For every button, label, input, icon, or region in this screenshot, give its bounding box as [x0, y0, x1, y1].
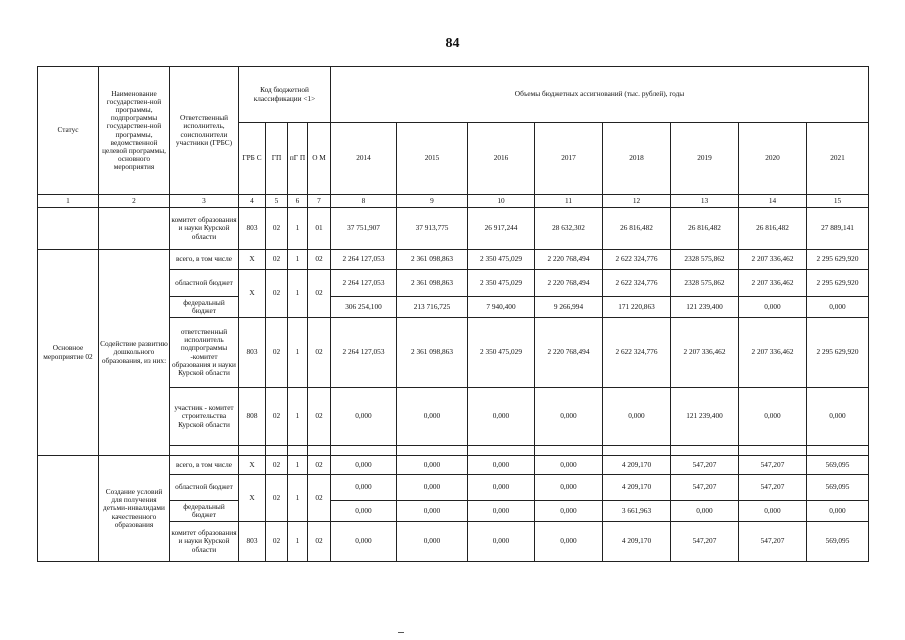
value-cell	[671, 446, 739, 456]
value-cell: 2 220 768,494	[535, 270, 603, 297]
table-row	[38, 208, 869, 250]
header-gp: ГП	[266, 123, 288, 195]
code-gp: 02	[266, 318, 288, 388]
value-cell: 27 889,141	[807, 208, 869, 250]
value-cell: 0,000	[739, 501, 807, 522]
name-cell	[99, 208, 170, 250]
executor-cell: областной бюджет	[170, 270, 239, 297]
executor-cell: комитет образования и науки Курской области	[170, 522, 239, 562]
value-cell: 0,000	[671, 501, 739, 522]
code-gp: 02	[266, 522, 288, 562]
code-pgp: 1	[288, 208, 308, 250]
header-grbs: ГРБ С	[239, 123, 266, 195]
page-number: 84	[445, 36, 460, 51]
value-cell: 569,095	[807, 522, 869, 562]
code-om: 02	[308, 475, 331, 522]
code-om: 02	[308, 456, 331, 475]
value-cell: 4 209,170	[603, 456, 671, 475]
column-number: 3	[170, 195, 239, 208]
value-cell: 0,000	[468, 501, 535, 522]
value-cell: 0,000	[535, 388, 603, 446]
code-grbs	[239, 446, 266, 456]
scan-mark	[398, 632, 404, 633]
code-pgp: 1	[288, 318, 308, 388]
header-year: 2016	[468, 123, 535, 195]
value-cell: 28 632,302	[535, 208, 603, 250]
value-cell: 26 816,482	[603, 208, 671, 250]
executor-cell: областной бюджет	[170, 475, 239, 501]
code-grbs: 803	[239, 522, 266, 562]
value-cell: 306 254,100	[331, 297, 397, 318]
value-cell: 26 917,244	[468, 208, 535, 250]
code-om: 02	[308, 250, 331, 270]
value-cell: 2 295 629,920	[807, 318, 869, 388]
value-cell	[807, 446, 869, 456]
code-grbs: Х	[239, 270, 266, 318]
value-cell: 0,000	[535, 501, 603, 522]
header-volumes: Объемы бюджетных ассигнований (тыс. рублей), годы	[331, 67, 869, 123]
value-cell: 4 209,170	[603, 475, 671, 501]
value-cell: 2 361 098,863	[397, 250, 468, 270]
value-cell: 2 207 336,462	[739, 318, 807, 388]
value-cell: 3 661,963	[603, 501, 671, 522]
value-cell: 547,207	[739, 475, 807, 501]
value-cell	[535, 446, 603, 456]
column-number: 8	[331, 195, 397, 208]
value-cell: 2 207 336,462	[671, 318, 739, 388]
header-row-1	[38, 67, 869, 123]
code-om: 02	[308, 388, 331, 446]
code-om: 02	[308, 522, 331, 562]
code-pgp: 1	[288, 388, 308, 446]
header-om: О М	[308, 123, 331, 195]
code-om: 01	[308, 208, 331, 250]
code-pgp: 1	[288, 270, 308, 318]
header-year: 2021	[807, 123, 869, 195]
code-gp: 02	[266, 270, 288, 318]
status-cell	[38, 208, 99, 250]
code-pgp: 1	[288, 522, 308, 562]
value-cell: 0,000	[397, 475, 468, 501]
column-number: 11	[535, 195, 603, 208]
column-number: 15	[807, 195, 869, 208]
value-cell: 0,000	[807, 297, 869, 318]
header-year: 2020	[739, 123, 807, 195]
value-cell: 121 239,400	[671, 388, 739, 446]
column-number: 2	[99, 195, 170, 208]
value-cell: 9 266,994	[535, 297, 603, 318]
value-cell: 0,000	[535, 522, 603, 562]
value-cell: 2 207 336,462	[739, 270, 807, 297]
value-cell: 0,000	[468, 388, 535, 446]
column-number: 9	[397, 195, 468, 208]
value-cell: 0,000	[807, 388, 869, 446]
code-gp: 02	[266, 208, 288, 250]
column-number: 13	[671, 195, 739, 208]
value-cell: 547,207	[671, 475, 739, 501]
value-cell: 2 622 324,776	[603, 250, 671, 270]
value-cell: 0,000	[397, 501, 468, 522]
executor-cell: ответственный исполнитель подпрограммы -комитет образования и науки Курской области	[170, 318, 239, 388]
value-cell: 2 622 324,776	[603, 318, 671, 388]
column-number: 6	[288, 195, 308, 208]
header-status: Статус	[38, 67, 99, 195]
value-cell: 547,207	[739, 456, 807, 475]
code-gp	[266, 446, 288, 456]
column-number: 12	[603, 195, 671, 208]
header-budget-code: Код бюджетной классификации <1>	[239, 67, 331, 123]
value-cell: 2328 575,862	[671, 250, 739, 270]
value-cell: 547,207	[671, 522, 739, 562]
value-cell: 2 350 475,029	[468, 250, 535, 270]
header-year: 2019	[671, 123, 739, 195]
status-cell: Основное мероприятие 02	[38, 250, 99, 456]
value-cell: 0,000	[739, 297, 807, 318]
header-year: 2014	[331, 123, 397, 195]
value-cell: 2 264 127,053	[331, 318, 397, 388]
budget-table	[37, 66, 869, 562]
value-cell: 7 940,400	[468, 297, 535, 318]
column-numbers-row	[38, 195, 869, 208]
value-cell	[468, 446, 535, 456]
value-cell: 121 239,400	[671, 297, 739, 318]
value-cell: 26 816,482	[739, 208, 807, 250]
value-cell: 569,095	[807, 475, 869, 501]
value-cell: 2 295 629,920	[807, 250, 869, 270]
header-name: Наименование государствен-ной программы, подпрограммы государствен-ной программы, ведомственной целевой программы, основного мероприятия	[99, 67, 170, 195]
header-year: 2018	[603, 123, 671, 195]
value-cell: 0,000	[397, 456, 468, 475]
value-cell: 2 220 768,494	[535, 250, 603, 270]
value-cell: 0,000	[739, 388, 807, 446]
value-cell: 0,000	[397, 388, 468, 446]
value-cell: 569,095	[807, 456, 869, 475]
code-om	[308, 446, 331, 456]
value-cell	[331, 446, 397, 456]
value-cell: 213 716,725	[397, 297, 468, 318]
executor-cell: всего, в том числе	[170, 456, 239, 475]
code-pgp: 1	[288, 250, 308, 270]
value-cell: 0,000	[468, 475, 535, 501]
executor-cell: участник - комитет строительства Курской области	[170, 388, 239, 446]
value-cell: 547,207	[671, 456, 739, 475]
status-cell	[38, 456, 99, 562]
header-responsible: Ответственный исполнитель, соисполнители участники (ГРБС)	[170, 67, 239, 195]
code-grbs: 803	[239, 318, 266, 388]
value-cell: 0,000	[331, 522, 397, 562]
executor-cell: всего, в том числе	[170, 250, 239, 270]
value-cell: 0,000	[468, 456, 535, 475]
header-pgp: пГ П	[288, 123, 308, 195]
table-row	[38, 456, 869, 475]
value-cell	[739, 446, 807, 456]
value-cell: 0,000	[331, 456, 397, 475]
code-gp: 02	[266, 250, 288, 270]
value-cell	[397, 446, 468, 456]
value-cell: 37 751,907	[331, 208, 397, 250]
column-number: 10	[468, 195, 535, 208]
code-grbs: 808	[239, 388, 266, 446]
code-om: 02	[308, 318, 331, 388]
table-row	[38, 250, 869, 270]
executor-cell: комитет образования и науки Курской области	[170, 208, 239, 250]
value-cell	[603, 446, 671, 456]
value-cell: 0,000	[397, 522, 468, 562]
executor-cell: федеральный бюджет	[170, 297, 239, 318]
value-cell: 2 264 127,053	[331, 270, 397, 297]
value-cell: 2 350 475,029	[468, 270, 535, 297]
value-cell: 0,000	[331, 388, 397, 446]
code-gp: 02	[266, 388, 288, 446]
value-cell: 171 220,863	[603, 297, 671, 318]
header-year: 2017	[535, 123, 603, 195]
value-cell: 2328 575,862	[671, 270, 739, 297]
value-cell: 0,000	[807, 501, 869, 522]
name-cell: Создание условий для получения детьми-инвалидами качественного образования	[99, 456, 170, 562]
code-grbs: Х	[239, 456, 266, 475]
code-grbs: Х	[239, 250, 266, 270]
value-cell: 2 361 098,863	[397, 318, 468, 388]
value-cell: 4 209,170	[603, 522, 671, 562]
header-year: 2015	[397, 123, 468, 195]
name-cell: Содействие развитию дошкольного образования, из них:	[99, 250, 170, 456]
value-cell: 2 295 629,920	[807, 270, 869, 297]
value-cell: 0,000	[331, 501, 397, 522]
value-cell: 547,207	[739, 522, 807, 562]
value-cell: 0,000	[331, 475, 397, 501]
value-cell: 0,000	[468, 522, 535, 562]
column-number: 4	[239, 195, 266, 208]
column-number: 1	[38, 195, 99, 208]
code-grbs: 803	[239, 208, 266, 250]
code-pgp: 1	[288, 475, 308, 522]
value-cell: 2 220 768,494	[535, 318, 603, 388]
column-number: 5	[266, 195, 288, 208]
code-pgp	[288, 446, 308, 456]
value-cell: 2 350 475,029	[468, 318, 535, 388]
code-gp: 02	[266, 456, 288, 475]
value-cell: 37 913,775	[397, 208, 468, 250]
value-cell: 0,000	[535, 456, 603, 475]
value-cell: 2 207 336,462	[739, 250, 807, 270]
code-gp: 02	[266, 475, 288, 522]
value-cell: 2 622 324,776	[603, 270, 671, 297]
executor-cell	[170, 446, 239, 456]
code-grbs: Х	[239, 475, 266, 522]
value-cell: 2 264 127,053	[331, 250, 397, 270]
code-pgp: 1	[288, 456, 308, 475]
column-number: 7	[308, 195, 331, 208]
executor-cell: федеральный бюджет	[170, 501, 239, 522]
value-cell: 0,000	[535, 475, 603, 501]
code-om: 02	[308, 270, 331, 318]
column-number: 14	[739, 195, 807, 208]
value-cell: 0,000	[603, 388, 671, 446]
value-cell: 2 361 098,863	[397, 270, 468, 297]
value-cell: 26 816,482	[671, 208, 739, 250]
